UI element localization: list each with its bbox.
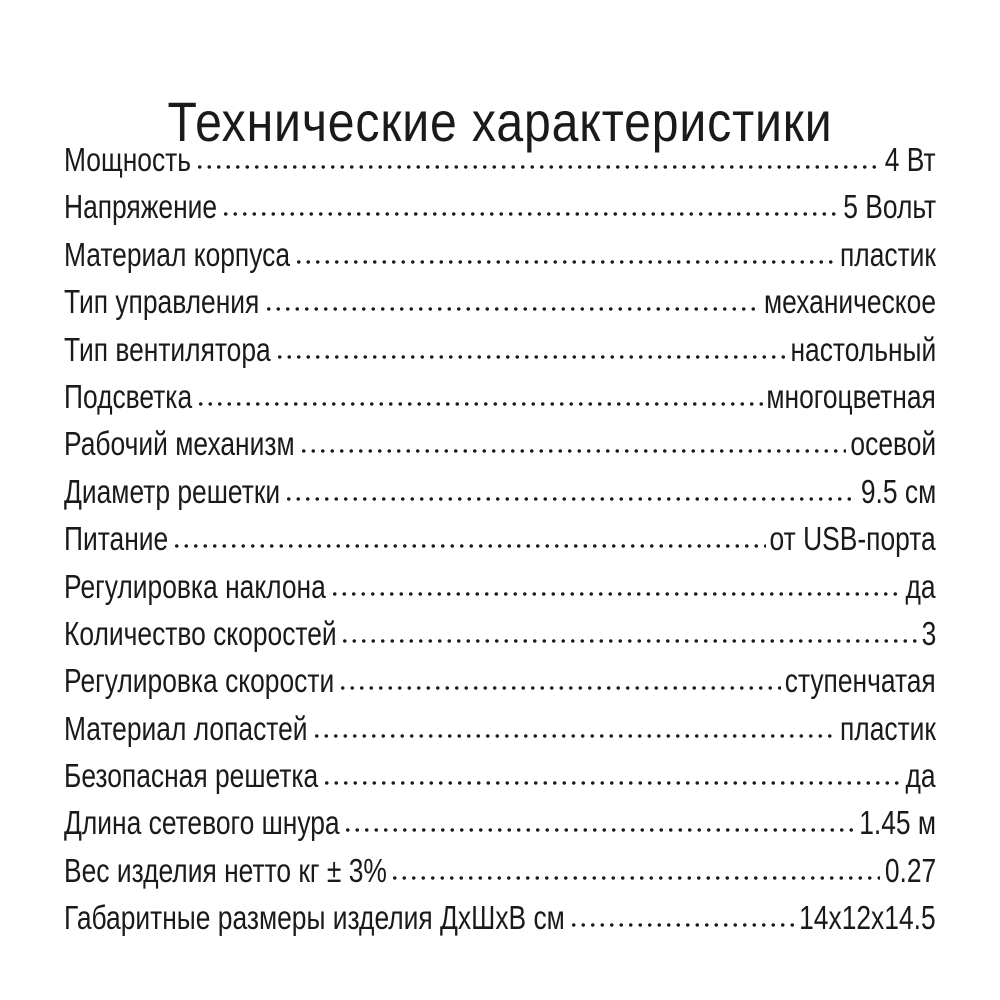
spec-row — [64, 420, 936, 467]
dot-leader — [264, 305, 760, 313]
spec-value: 14x12x14.5 — [799, 899, 936, 937]
spec-label: Регулировка наклона — [64, 567, 326, 605]
dot-leader — [569, 921, 796, 929]
spec-row — [64, 657, 936, 704]
dot-leader — [312, 732, 836, 740]
spec-label: Мощность — [64, 141, 191, 178]
spec-value: 5 Вольт — [843, 188, 936, 226]
dot-leader — [284, 495, 856, 503]
spec-value: пластик — [840, 235, 936, 273]
spec-label: Напряжение — [64, 188, 218, 226]
spec-row — [64, 799, 936, 846]
spec-row — [64, 752, 936, 799]
spec-label: Количество скоростей — [64, 614, 337, 652]
dot-leader — [343, 826, 855, 834]
spec-label: Регулировка скорости — [64, 662, 335, 700]
spec-row — [64, 705, 936, 752]
dot-leader — [275, 353, 786, 361]
spec-value: 3 — [921, 614, 936, 652]
spec-label: Диаметр решетки — [64, 472, 281, 510]
spec-value: настольный — [790, 330, 936, 368]
spec-row — [64, 373, 936, 420]
spec-label: Габаритные размеры изделия ДхШхВ см — [64, 899, 565, 937]
spec-row — [64, 563, 936, 610]
spec-label: Тип управления — [64, 283, 260, 321]
spec-row — [64, 847, 936, 894]
spec-value: 0.27 — [884, 851, 936, 889]
dot-leader — [330, 590, 902, 598]
spec-value: многоцветная — [766, 377, 936, 415]
spec-value: 1.45 м — [859, 804, 936, 842]
dot-leader — [299, 447, 846, 455]
spec-row — [64, 894, 936, 941]
spec-row — [64, 183, 936, 230]
spec-value: осевой — [850, 425, 936, 463]
spec-value: да — [905, 757, 936, 795]
spec-label: Питание — [64, 520, 169, 558]
dot-leader — [390, 874, 880, 882]
spec-value: 9.5 см — [860, 472, 936, 510]
spec-label: Подсветка — [64, 377, 193, 415]
spec-row — [64, 610, 936, 657]
spec-value: ступенчатая — [785, 662, 936, 700]
spec-label: Рабочий механизм — [64, 425, 295, 463]
spec-value: да — [905, 567, 936, 605]
dot-leader — [294, 258, 837, 266]
spec-label: Безопасная решетка — [64, 757, 319, 795]
dot-leader — [196, 400, 762, 408]
dot-leader — [338, 684, 781, 692]
spec-value: механическое — [763, 283, 936, 321]
page-title: Технические характеристики — [167, 89, 833, 153]
spec-label: Длина сетевого шнура — [64, 804, 340, 842]
spec-list — [64, 136, 936, 942]
spec-value: 4 Вт — [885, 141, 936, 178]
spec-value: пластик — [840, 709, 936, 747]
spec-label: Материал лопастей — [64, 709, 308, 747]
dot-leader — [195, 163, 882, 171]
dot-leader — [172, 542, 766, 550]
spec-row — [64, 326, 936, 373]
spec-value: от USB-порта — [769, 520, 936, 558]
dot-leader — [221, 210, 838, 218]
spec-row — [64, 136, 936, 183]
spec-row — [64, 278, 936, 325]
spec-row — [64, 515, 936, 562]
spec-row — [64, 231, 936, 278]
spec-label: Материал корпуса — [64, 235, 291, 273]
dot-leader — [340, 637, 917, 645]
spec-row — [64, 468, 936, 515]
dot-leader — [322, 779, 902, 787]
spec-label: Тип вентилятора — [64, 330, 271, 368]
spec-label: Вес изделия нетто кг ± 3% — [64, 851, 387, 889]
